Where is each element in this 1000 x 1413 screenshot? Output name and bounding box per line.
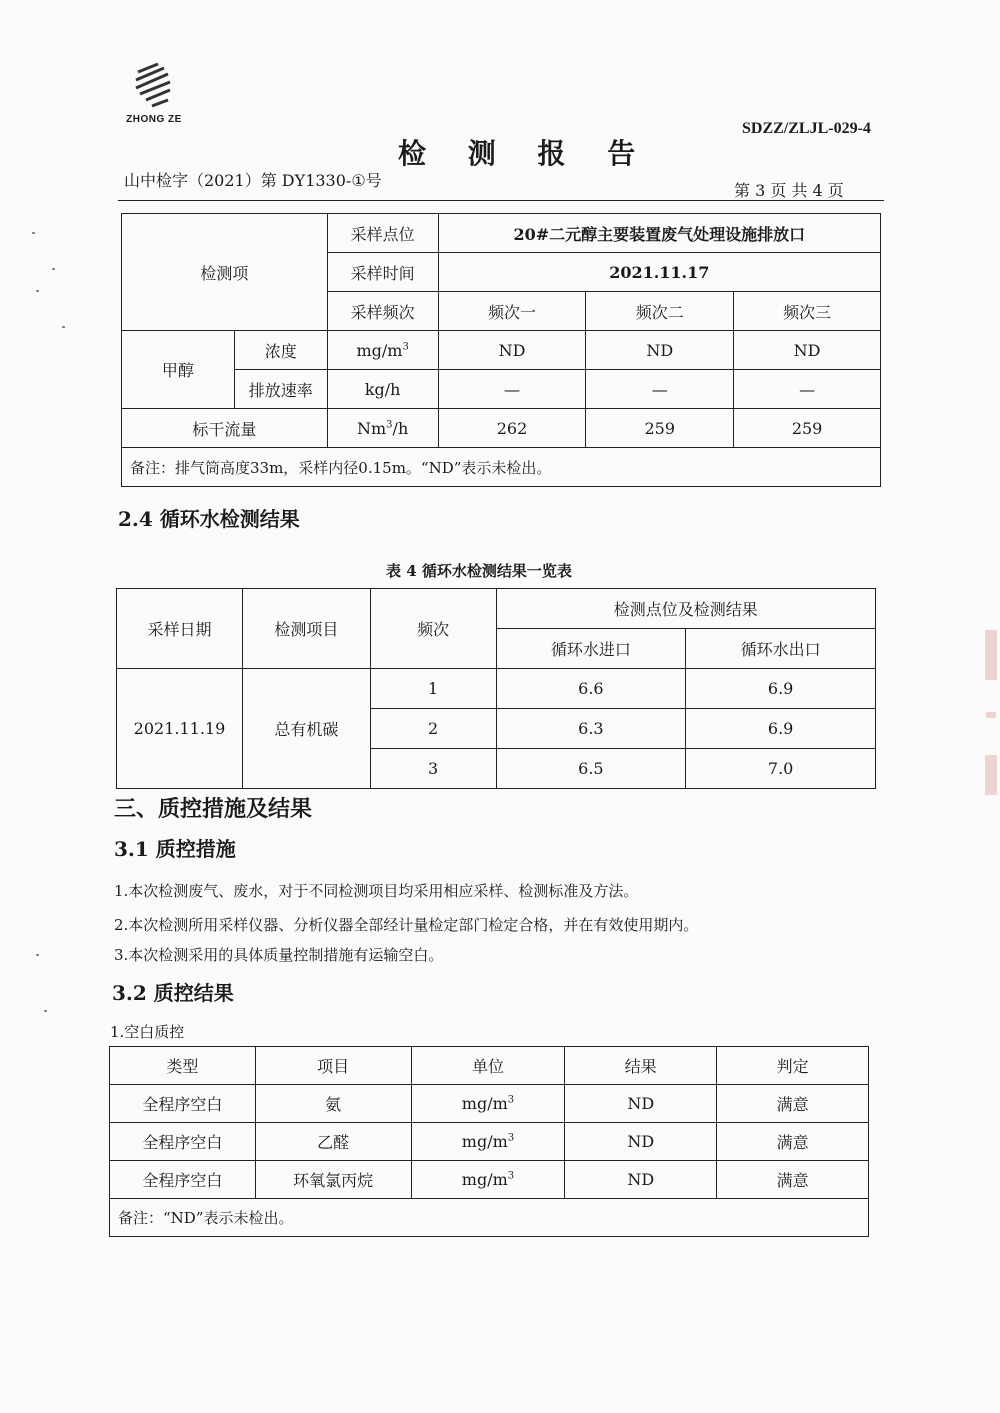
report-number: 山中检字（2021）第 DY1330-①号 (124, 171, 382, 190)
table-note: 备注：排气筒高度33m，采样内径0.15m。“ND”表示未检出。 (122, 448, 881, 487)
header-outlet: 循环水出口 (686, 629, 876, 669)
section-heading: 2.4 循环水检测结果 (118, 507, 300, 531)
scan-speck (52, 268, 55, 270)
header-judgement: 判定 (717, 1047, 869, 1085)
flow-label: 标干流量 (122, 409, 328, 448)
blank-item: 氨 (255, 1085, 411, 1123)
pollutant-name: 甲醇 (122, 331, 235, 409)
subsection-heading: 3.2 质控结果 (112, 981, 234, 1005)
sampling-point-value: 20#二元醇主要装置废气处理设施排放口 (438, 214, 880, 253)
blank-result: ND (565, 1123, 717, 1161)
logo-text: ZHONG ZE (126, 114, 182, 125)
flow-unit: Nm$^3$/h (327, 409, 438, 448)
label-sampling-time: 采样时间 (327, 253, 438, 292)
seal-fragment (985, 630, 997, 680)
header-type: 类型 (110, 1047, 256, 1085)
section-heading: 三、质控措施及结果 (114, 796, 313, 822)
blank-result: ND (565, 1085, 717, 1123)
test-item: 总有机碳 (242, 669, 370, 789)
scan-speck (36, 290, 39, 292)
blank-judgement: 满意 (717, 1123, 869, 1161)
company-logo (118, 62, 190, 125)
scan-speck (36, 954, 39, 956)
paragraph: 1.空白质控 (110, 1023, 185, 1041)
frequency-header: 频次三 (734, 292, 881, 331)
table-caption: 表 4 循环水检测结果一览表 (386, 562, 572, 580)
outlet-value: 6.9 (686, 669, 876, 709)
seal-fragment (985, 755, 997, 795)
header-item: 检测项目 (242, 589, 370, 669)
emission-rate-unit: kg/h (327, 370, 438, 409)
header-rule (118, 200, 884, 201)
label-sampling-point: 采样点位 (327, 214, 438, 253)
table-note: 备注：“ND”表示未检出。 (110, 1199, 869, 1237)
sampling-time-value: 2021.11.17 (438, 253, 880, 292)
label-test-item: 检测项 (122, 214, 328, 331)
frequency-cell: 2 (370, 709, 496, 749)
blank-unit: $mg/m^3$ (411, 1123, 565, 1161)
emission-rate-value: — (734, 370, 881, 409)
label-sampling-frequency: 采样频次 (327, 292, 438, 331)
header-results: 检测点位及检测结果 (496, 589, 875, 629)
frequency-cell: 3 (370, 749, 496, 789)
blank-type: 全程序空白 (110, 1161, 256, 1199)
inlet-value: 6.5 (496, 749, 686, 789)
concentration-unit: $mg/m^3$ (327, 331, 438, 370)
blank-judgement: 满意 (717, 1085, 869, 1123)
blank-type: 全程序空白 (110, 1123, 256, 1161)
header-unit: 单位 (411, 1047, 565, 1085)
blank-unit: $mg/m^3$ (411, 1085, 565, 1123)
paragraph: 3.本次检测采用的具体质量控制措施有运输空白。 (114, 946, 444, 964)
page-title: 检 测 报 告 (398, 137, 652, 170)
subsection-heading: 3.1 质控措施 (114, 837, 236, 861)
exhaust-gas-table (121, 213, 881, 487)
concentration-value: ND (586, 331, 734, 370)
inlet-value: 6.6 (496, 669, 686, 709)
emission-rate-value: — (586, 370, 734, 409)
blank-qc-table (109, 1046, 869, 1237)
seal-fragment (986, 712, 996, 718)
concentration-value: ND (438, 331, 586, 370)
outlet-value: 6.9 (686, 709, 876, 749)
header-result: 结果 (565, 1047, 717, 1085)
frequency-cell: 1 (370, 669, 496, 709)
flow-value: 259 (586, 409, 734, 448)
circulating-water-table (116, 588, 876, 789)
blank-judgement: 满意 (717, 1161, 869, 1199)
frequency-header: 频次二 (586, 292, 734, 331)
page-number: 第 3 页 共 4 页 (734, 181, 844, 200)
paragraph: 1.本次检测废气、废水，对于不同检测项目均采用相应采样、检测标准及方法。 (114, 882, 639, 900)
flow-value: 259 (734, 409, 881, 448)
inlet-value: 6.3 (496, 709, 686, 749)
header-frequency: 频次 (370, 589, 496, 669)
concentration-label: 浓度 (234, 331, 327, 370)
emission-rate-label: 排放速率 (234, 370, 327, 409)
document-code: SDZZ/ZLJL-029-4 (742, 120, 871, 137)
blank-type: 全程序空白 (110, 1085, 256, 1123)
scan-speck (62, 326, 65, 328)
emission-rate-value: — (438, 370, 586, 409)
sampling-date: 2021.11.19 (117, 669, 243, 789)
outlet-value: 7.0 (686, 749, 876, 789)
logo-stripes-icon (118, 62, 190, 108)
flow-value: 262 (438, 409, 586, 448)
paragraph: 2.本次检测所用采样仪器、分析仪器全部经计量检定部门检定合格，并在有效使用期内。 (114, 916, 699, 934)
blank-result: ND (565, 1161, 717, 1199)
frequency-header: 频次一 (438, 292, 586, 331)
header-date: 采样日期 (117, 589, 243, 669)
scan-speck (32, 232, 35, 234)
blank-item: 乙醛 (255, 1123, 411, 1161)
header-item: 项目 (255, 1047, 411, 1085)
header-inlet: 循环水进口 (496, 629, 686, 669)
scan-speck (44, 1010, 47, 1012)
concentration-value: ND (734, 331, 881, 370)
blank-unit: $mg/m^3$ (411, 1161, 565, 1199)
blank-item: 环氧氯丙烷 (255, 1161, 411, 1199)
